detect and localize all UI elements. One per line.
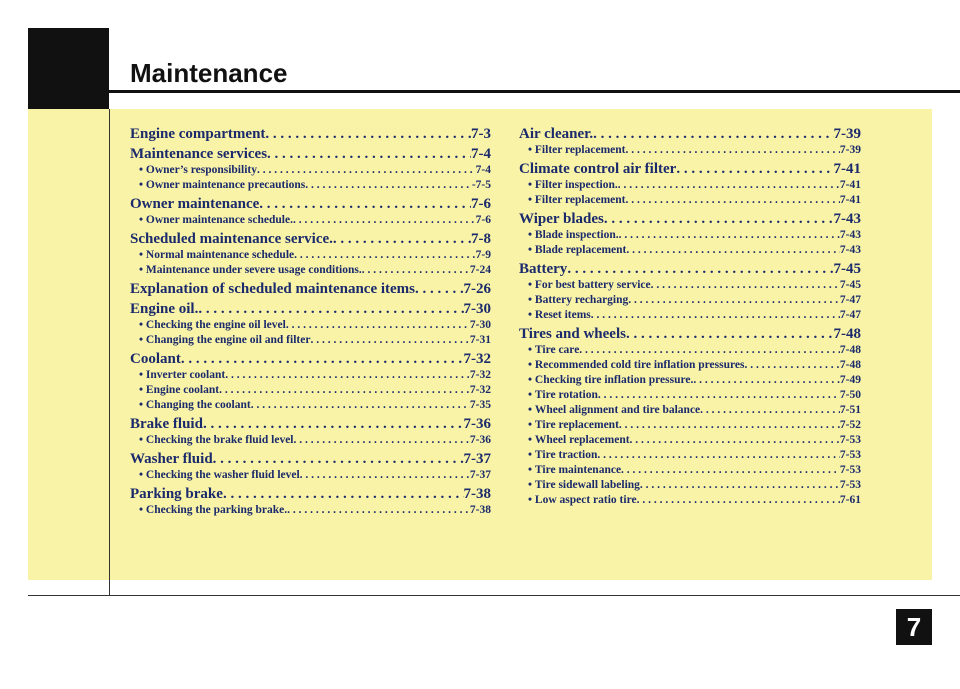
- toc-entry-label: • Wheel replacement: [528, 433, 630, 448]
- toc-leader-dots: [294, 248, 476, 263]
- toc-page-number: 7-45: [833, 261, 861, 277]
- toc-subentry[interactable]: [519, 178, 861, 193]
- toc-entry-label: Brake fluid: [130, 416, 203, 432]
- toc-section-entry[interactable]: [519, 161, 861, 178]
- toc-page-number: 7-61: [839, 494, 861, 506]
- toc-subentry[interactable]: [519, 448, 861, 463]
- toc-leader-dots: [626, 193, 840, 208]
- toc-leader-dots: [293, 213, 476, 228]
- toc-leader-dots: [181, 351, 464, 368]
- toc-leader-dots: [637, 493, 840, 508]
- toc-entry-label: • Battery recharging: [528, 293, 628, 308]
- toc-section-entry[interactable]: [130, 146, 491, 163]
- toc-page-number: 7-53: [839, 464, 861, 476]
- toc-subentry[interactable]: [130, 398, 491, 413]
- toc-page-number: 7-30: [469, 319, 491, 331]
- toc-entry-label: • Changing the coolant: [139, 398, 251, 413]
- toc-page-number: 7-24: [469, 264, 491, 276]
- toc-page-number: 7-50: [839, 389, 861, 401]
- toc-page-number: 7-38: [463, 486, 491, 502]
- toc-section-entry[interactable]: [519, 126, 861, 143]
- toc-page-number: 7-3: [471, 126, 491, 142]
- toc-subentry[interactable]: [519, 293, 861, 308]
- toc-subentry[interactable]: [130, 163, 491, 178]
- toc-right-column: [519, 126, 861, 508]
- toc-section-entry[interactable]: [130, 126, 491, 143]
- toc-page-number: 7-43: [839, 244, 861, 256]
- toc-leader-dots: [579, 343, 840, 358]
- toc-subentry[interactable]: [130, 368, 491, 383]
- toc-subentry[interactable]: [519, 403, 861, 418]
- toc-leader-dots: [257, 163, 476, 178]
- toc-subentry[interactable]: [519, 343, 861, 358]
- toc-entry-label: • Filter replacement: [528, 143, 626, 158]
- toc-entry-label: Maintenance services: [130, 146, 268, 162]
- toc-leader-dots: [640, 478, 840, 493]
- toc-leader-dots: [305, 178, 472, 193]
- toc-leader-dots: [591, 308, 840, 323]
- toc-page-number: 7-47: [839, 294, 861, 306]
- toc-page-number: 7-36: [469, 434, 491, 446]
- toc-page-number: 7-4: [475, 164, 491, 176]
- toc-subentry[interactable]: [519, 463, 861, 478]
- toc-page-number: 7-52: [839, 419, 861, 431]
- toc-subentry[interactable]: [519, 388, 861, 403]
- toc-entry-label: • Tire rotation: [528, 388, 598, 403]
- toc-leader-dots: [223, 486, 464, 503]
- toc-subentry[interactable]: [130, 213, 491, 228]
- toc-leader-dots: [744, 358, 839, 373]
- toc-section-entry[interactable]: [519, 211, 861, 228]
- toc-page-number: 7-30: [463, 301, 491, 317]
- toc-leader-dots: [628, 293, 840, 308]
- toc-page-number: 7-8: [471, 231, 491, 247]
- toc-section-entry[interactable]: [130, 416, 491, 433]
- toc-entry-label: • Wheel alignment and tire balance: [528, 403, 700, 418]
- toc-page-number: 7-53: [839, 449, 861, 461]
- toc-page-number: 7-53: [839, 434, 861, 446]
- toc-entry-label: • Tire maintenance: [528, 463, 621, 478]
- toc-leader-dots: [619, 418, 840, 433]
- toc-entry-label: • Owner maintenance schedule.: [139, 213, 293, 228]
- toc-page-number: 7-32: [469, 384, 491, 396]
- toc-section-entry[interactable]: [130, 451, 491, 468]
- toc-subentry[interactable]: [519, 193, 861, 208]
- toc-leader-dots: [619, 228, 840, 243]
- toc-entry-label: • Filter replacement: [528, 193, 626, 208]
- toc-subentry[interactable]: [130, 383, 491, 398]
- toc-section-entry[interactable]: [130, 281, 491, 298]
- toc-subentry[interactable]: [130, 318, 491, 333]
- toc-entry-label: Coolant: [130, 351, 181, 367]
- toc-subentry[interactable]: [130, 333, 491, 348]
- toc-page-number: 7-48: [833, 326, 861, 342]
- header-rule: [109, 90, 960, 93]
- toc-page-number: 7-32: [463, 351, 491, 367]
- toc-entry-label: • Normal maintenance schedule: [139, 248, 294, 263]
- toc-subentry[interactable]: [130, 263, 491, 278]
- toc-page-number: 7-37: [463, 451, 491, 467]
- toc-section-entry[interactable]: [130, 231, 491, 248]
- toc-entry-label: Air cleaner.: [519, 126, 594, 142]
- toc-entry-label: Wiper blades: [519, 211, 604, 227]
- toc-subentry[interactable]: [519, 418, 861, 433]
- toc-subentry[interactable]: [130, 178, 491, 193]
- toc-leader-dots: [219, 383, 470, 398]
- toc-leader-dots: [626, 143, 840, 158]
- toc-leader-dots: [259, 196, 471, 213]
- toc-section-entry[interactable]: [130, 301, 491, 318]
- toc-entry-label: • For best battery service: [528, 278, 651, 293]
- toc-page-number: 7-31: [469, 334, 491, 346]
- toc-leader-dots: [604, 211, 834, 228]
- toc-leader-dots: [251, 398, 470, 413]
- toc-entry-label: • Blade replacement: [528, 243, 626, 258]
- toc-page-number: -7-5: [471, 179, 491, 191]
- toc-page-number: 7-49: [839, 374, 861, 386]
- toc-leader-dots: [333, 231, 471, 248]
- toc-entry-label: • Recommended cold tire inflation pressures: [528, 358, 744, 373]
- toc-entry-label: • Checking tire inflation pressure.: [528, 373, 693, 388]
- toc-page-number: 7-38: [469, 504, 491, 516]
- toc-subentry[interactable]: [130, 248, 491, 263]
- toc-leader-dots: [362, 263, 470, 278]
- toc-page-number: 7-39: [833, 126, 861, 142]
- toc-leader-dots: [598, 388, 840, 403]
- toc-entry-label: • Inverter coolant: [139, 368, 225, 383]
- toc-entry-label: • Checking the brake fluid level: [139, 433, 294, 448]
- toc-page-number: 7-26: [463, 281, 491, 297]
- toc-leader-dots: [287, 503, 470, 518]
- toc-subentry[interactable]: [519, 373, 861, 388]
- toc-entry-label: • Blade inspection.: [528, 228, 619, 243]
- toc-page-number: 7-6: [475, 214, 491, 226]
- toc-entry-label: • Tire replacement: [528, 418, 619, 433]
- toc-entry-label: Battery: [519, 261, 568, 277]
- toc-subentry[interactable]: [519, 243, 861, 258]
- toc-entry-label: • Changing the engine oil and filter: [139, 333, 310, 348]
- toc-leader-dots: [267, 146, 471, 163]
- toc-entry-label: Owner maintenance: [130, 196, 260, 212]
- toc-page-number: 7-43: [839, 229, 861, 241]
- toc-leader-dots: [626, 243, 840, 258]
- toc-entry-label: • Filter inspection.: [528, 178, 618, 193]
- toc-entry-label: • Checking the engine oil level: [139, 318, 286, 333]
- toc-page-number: 7-32: [469, 369, 491, 381]
- toc-leader-dots: [415, 281, 463, 298]
- toc-leader-dots: [593, 126, 833, 143]
- toc-entry-label: • Tire care: [528, 343, 579, 358]
- toc-entry-label: • Reset items: [528, 308, 591, 323]
- toc-entry-label: Scheduled maintenance service.: [130, 231, 333, 247]
- toc-subentry[interactable]: [519, 308, 861, 323]
- toc-leader-dots: [300, 468, 470, 483]
- toc-entry-label: • Engine coolant: [139, 383, 219, 398]
- toc-page-number: 7-9: [475, 249, 491, 261]
- margin-divider: [109, 109, 110, 595]
- toc-page-number: 7-4: [471, 146, 491, 162]
- toc-entry-label: • Low aspect ratio tire: [528, 493, 637, 508]
- toc-entry-label: Tires and wheels: [519, 326, 626, 342]
- toc-entry-label: • Checking the parking brake.: [139, 503, 287, 518]
- toc-left-column: [130, 126, 491, 518]
- toc-entry-label: Parking brake: [130, 486, 223, 502]
- toc-entry-label: Engine compartment: [130, 126, 266, 142]
- toc-subentry[interactable]: [519, 228, 861, 243]
- toc-subentry[interactable]: [130, 433, 491, 448]
- toc-section-entry[interactable]: [130, 486, 491, 503]
- toc-section-entry[interactable]: [519, 326, 861, 343]
- toc-leader-dots: [286, 318, 470, 333]
- toc-entry-label: Climate control air filter: [519, 161, 677, 177]
- toc-subentry[interactable]: [130, 468, 491, 483]
- toc-page-number: 7-37: [469, 469, 491, 481]
- toc-leader-dots: [310, 333, 469, 348]
- toc-entry-label: • Tire traction: [528, 448, 597, 463]
- toc-page-number: 7-6: [471, 196, 491, 212]
- toc-leader-dots: [265, 126, 471, 143]
- toc-entry-label: • Checking the washer fluid level: [139, 468, 300, 483]
- toc-leader-dots: [567, 261, 833, 278]
- toc-page-number: 7-48: [839, 359, 861, 371]
- toc-entry-label: Explanation of scheduled maintenance items: [130, 281, 416, 297]
- toc-subentry[interactable]: [519, 493, 861, 508]
- toc-section-entry[interactable]: [519, 261, 861, 278]
- toc-subentry[interactable]: [130, 503, 491, 518]
- toc-leader-dots: [618, 178, 840, 193]
- toc-page-number: 7-43: [833, 211, 861, 227]
- toc-leader-dots: [693, 373, 840, 388]
- toc-leader-dots: [626, 326, 834, 343]
- toc-page-number: 7-39: [839, 144, 861, 156]
- toc-page-number: 7-53: [839, 479, 861, 491]
- toc-leader-dots: [621, 463, 840, 478]
- toc-subentry[interactable]: [519, 143, 861, 158]
- toc-page-number: 7-41: [833, 161, 861, 177]
- toc-leader-dots: [676, 161, 833, 178]
- toc-leader-dots: [198, 301, 463, 318]
- page-title: Maintenance: [130, 58, 288, 88]
- toc-page-number: 7-47: [839, 309, 861, 321]
- toc-leader-dots: [294, 433, 470, 448]
- toc-leader-dots: [630, 433, 840, 448]
- toc-page-number: 7-41: [839, 194, 861, 206]
- toc-page-number: 7-45: [839, 279, 861, 291]
- toc-page-number: 7-36: [463, 416, 491, 432]
- toc-subentry[interactable]: [519, 358, 861, 373]
- toc-entry-label: • Owner maintenance precautions: [139, 178, 305, 193]
- header-black-block: [28, 28, 109, 109]
- toc-leader-dots: [203, 416, 464, 433]
- footer-rule: [28, 595, 960, 596]
- toc-section-entry[interactable]: [130, 196, 491, 213]
- toc-leader-dots: [651, 278, 840, 293]
- toc-leader-dots: [700, 403, 840, 418]
- toc-leader-dots: [225, 368, 470, 383]
- toc-page-number: 7-48: [839, 344, 861, 356]
- toc-entry-label: • Tire sidewall labeling: [528, 478, 640, 493]
- toc-entry-label: • Owner’s responsibility: [139, 163, 257, 178]
- toc-leader-dots: [213, 451, 464, 468]
- chapter-tab[interactable]: 7: [896, 609, 932, 645]
- toc-entry-label: • Maintenance under severe usage conditions.: [139, 263, 362, 278]
- toc-page-number: 7-35: [469, 399, 491, 411]
- toc-page-number: 7-51: [839, 404, 861, 416]
- toc-subentry[interactable]: [519, 278, 861, 293]
- toc-page-number: 7-41: [839, 179, 861, 191]
- toc-subentry[interactable]: [519, 433, 861, 448]
- toc-section-entry[interactable]: [130, 351, 491, 368]
- toc-entry-label: Washer fluid: [130, 451, 213, 467]
- toc-leader-dots: [597, 448, 840, 463]
- toc-entry-label: Engine oil.: [130, 301, 199, 317]
- toc-subentry[interactable]: [519, 478, 861, 493]
